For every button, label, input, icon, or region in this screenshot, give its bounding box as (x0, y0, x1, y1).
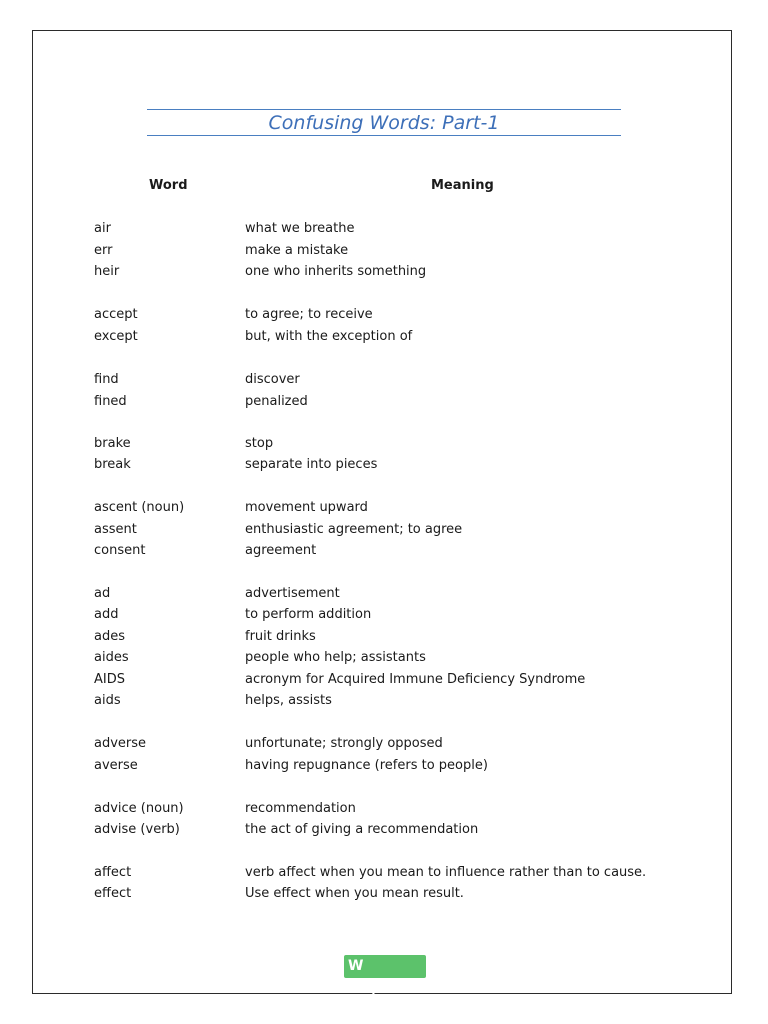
column-header-meaning: Meaning (431, 178, 494, 193)
word-meaning: separate into pieces (245, 457, 378, 472)
word-term: ascent (noun) (94, 500, 185, 515)
word-term: accept (94, 307, 138, 322)
word-meaning: the act of giving a recommendation (245, 822, 479, 837)
word-term: advice (noun) (94, 801, 184, 816)
list-item (0, 457, 768, 475)
word-meaning: stop (245, 436, 274, 451)
word-term: brake (94, 436, 131, 451)
word-term: advise (verb) (94, 822, 180, 837)
word-meaning: people who help; assistants (245, 650, 426, 665)
list-item (0, 307, 768, 325)
list-item (0, 586, 768, 604)
list-item (0, 736, 768, 754)
word-term: consent (94, 543, 146, 558)
word-meaning: Use effect when you mean result. (245, 886, 464, 901)
list-item (0, 329, 768, 347)
word-term: assent (94, 522, 137, 537)
list-item (0, 500, 768, 518)
word-meaning: what we breathe (245, 221, 355, 236)
list-item (0, 243, 768, 261)
list-item (0, 758, 768, 776)
list-item (0, 672, 768, 690)
word-term: fined (94, 394, 127, 409)
word-meaning: recommendation (245, 801, 356, 816)
word-meaning: make a mistake (245, 243, 349, 258)
list-item (0, 865, 768, 883)
word-meaning: acronym for Acquired Immune Deficiency Syndrome (245, 672, 586, 687)
word-term: ades (94, 629, 125, 644)
word-meaning: having repugnance (refers to people) (245, 758, 488, 773)
word-term: affect (94, 865, 132, 880)
list-item (0, 522, 768, 540)
word-term: effect (94, 886, 132, 901)
word-term: AIDS (94, 672, 125, 687)
word-meaning: verb affect when you mean to influence rather than to cause. (245, 865, 647, 880)
list-item (0, 264, 768, 282)
list-item (0, 221, 768, 239)
word-term: averse (94, 758, 138, 773)
word-meaning: to perform addition (245, 607, 372, 622)
list-item (0, 607, 768, 625)
page-title: Confusing Words: Part-1 (268, 112, 500, 134)
word-meaning: agreement (245, 543, 317, 558)
word-term: ad (94, 586, 111, 601)
word-term: break (94, 457, 131, 472)
list-item (0, 436, 768, 454)
title-top-rule (147, 109, 621, 110)
list-item (0, 543, 768, 561)
list-item (0, 629, 768, 647)
word-term: heir (94, 264, 120, 279)
word-term: adverse (94, 736, 147, 751)
list-item (0, 693, 768, 711)
title-bottom-rule (147, 135, 621, 136)
word-term: err (94, 243, 113, 258)
word-meaning: movement upward (245, 500, 368, 515)
word-term: find (94, 372, 119, 387)
word-meaning: enthusiastic agreement; to agree (245, 522, 463, 537)
word-meaning: to agree; to receive (245, 307, 373, 322)
word-term: aids (94, 693, 121, 708)
word-meaning: penalized (245, 394, 308, 409)
word-meaning: but, with the exception of (245, 329, 413, 344)
list-item (0, 650, 768, 668)
logo-mark: W (348, 958, 364, 974)
word-term: add (94, 607, 119, 622)
list-item (0, 394, 768, 412)
list-item (0, 801, 768, 819)
word-term: except (94, 329, 138, 344)
word-meaning: fruit drinks (245, 629, 316, 644)
word-meaning: advertisement (245, 586, 340, 601)
column-header-word: Word (149, 178, 188, 193)
list-item (0, 886, 768, 904)
word-term: aides (94, 650, 129, 665)
word-meaning: discover (245, 372, 300, 387)
list-item (0, 822, 768, 840)
list-item (0, 372, 768, 390)
wordpandit-logo (344, 955, 426, 996)
word-meaning: unfortunate; strongly opposed (245, 736, 443, 751)
word-term: air (94, 221, 111, 236)
logo-text: ordpandit (348, 982, 417, 996)
word-meaning: one who inherits something (245, 264, 427, 279)
word-meaning: helps, assists (245, 693, 332, 708)
